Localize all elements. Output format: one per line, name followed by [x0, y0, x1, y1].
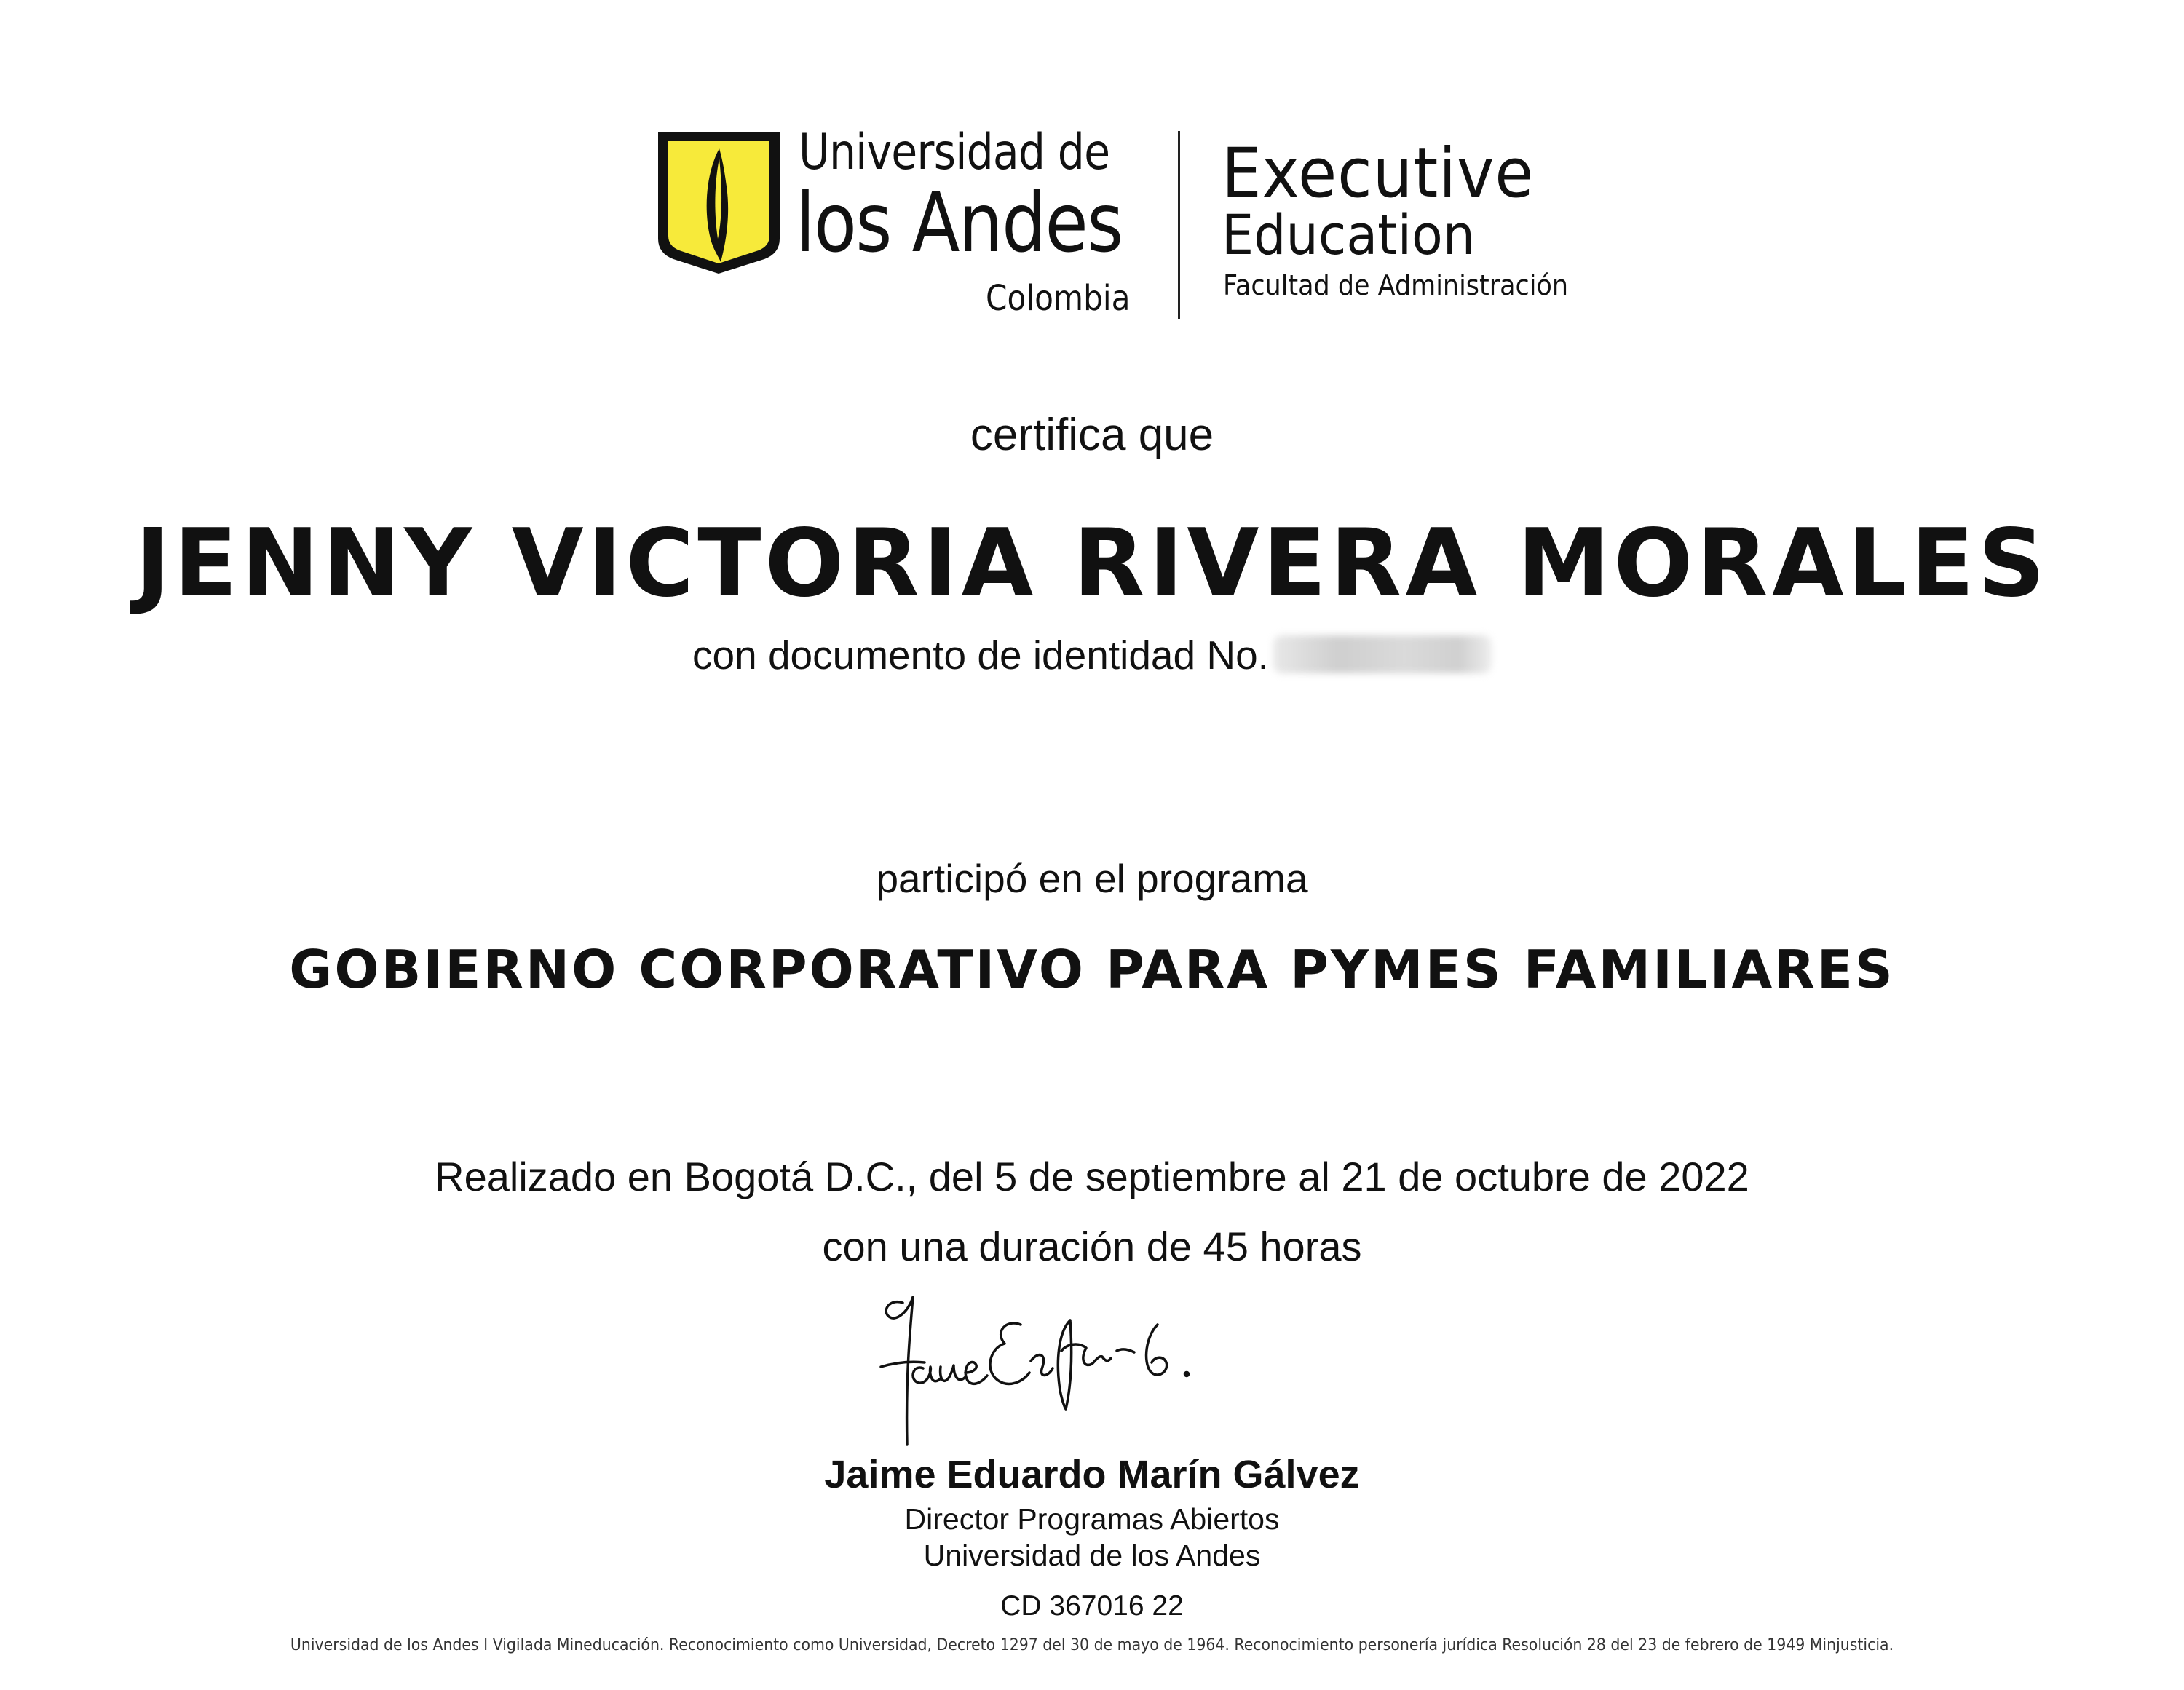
id-document-label: con documento de identidad No. [692, 632, 1269, 678]
signatory-role: Director Programas Abiertos [904, 1502, 1280, 1536]
logo-unit-line1: Executive [1222, 134, 1535, 213]
logo-divider [1178, 131, 1180, 319]
participation-intro: participó en el programa [876, 856, 1308, 901]
certifies-intro: certifica que [970, 410, 1214, 460]
id-document-line [0, 632, 2184, 678]
signatory-organization: Universidad de los Andes [923, 1539, 1261, 1572]
redacted-id-number [1273, 635, 1492, 673]
logo-unit-line2: Education [1222, 202, 1476, 267]
signatory-name: Jaime Eduardo Marín Gálvez [824, 1453, 1360, 1496]
program-name: GOBIERNO CORPORATIVO PARA PYMES FAMILIARES [289, 939, 1895, 1000]
logo-university-line1: Universidad de [799, 124, 1110, 181]
duration-info: con una duración de 45 horas [822, 1223, 1362, 1269]
legal-footer: Universidad de los Andes I Vigilada Mineducación. Reconocimiento como Universidad, Decreto 1297 del 30 de mayo de 1964. Reconocimiento personería jurídica Resolución 28 del 23 de febrero de 1949 Minjusticia. [290, 1636, 1894, 1654]
uniandes-shield-icon [655, 130, 783, 275]
logo-unit-line3: Facultad de Administración [1223, 269, 1569, 301]
recipient-name: JENNY VICTORIA RIVERA MORALES [135, 509, 2049, 618]
logo-university-line2: los Andes [796, 176, 1123, 271]
realized-info: Realizado en Bogotá D.C., del 5 de septiembre al 21 de octubre de 2022 [435, 1154, 1749, 1199]
logo-university-line3: Colombia [986, 278, 1131, 319]
certificate-code: CD 367016 22 [1000, 1590, 1184, 1622]
signature-image [852, 1281, 1245, 1448]
institution-logo [648, 124, 1569, 328]
